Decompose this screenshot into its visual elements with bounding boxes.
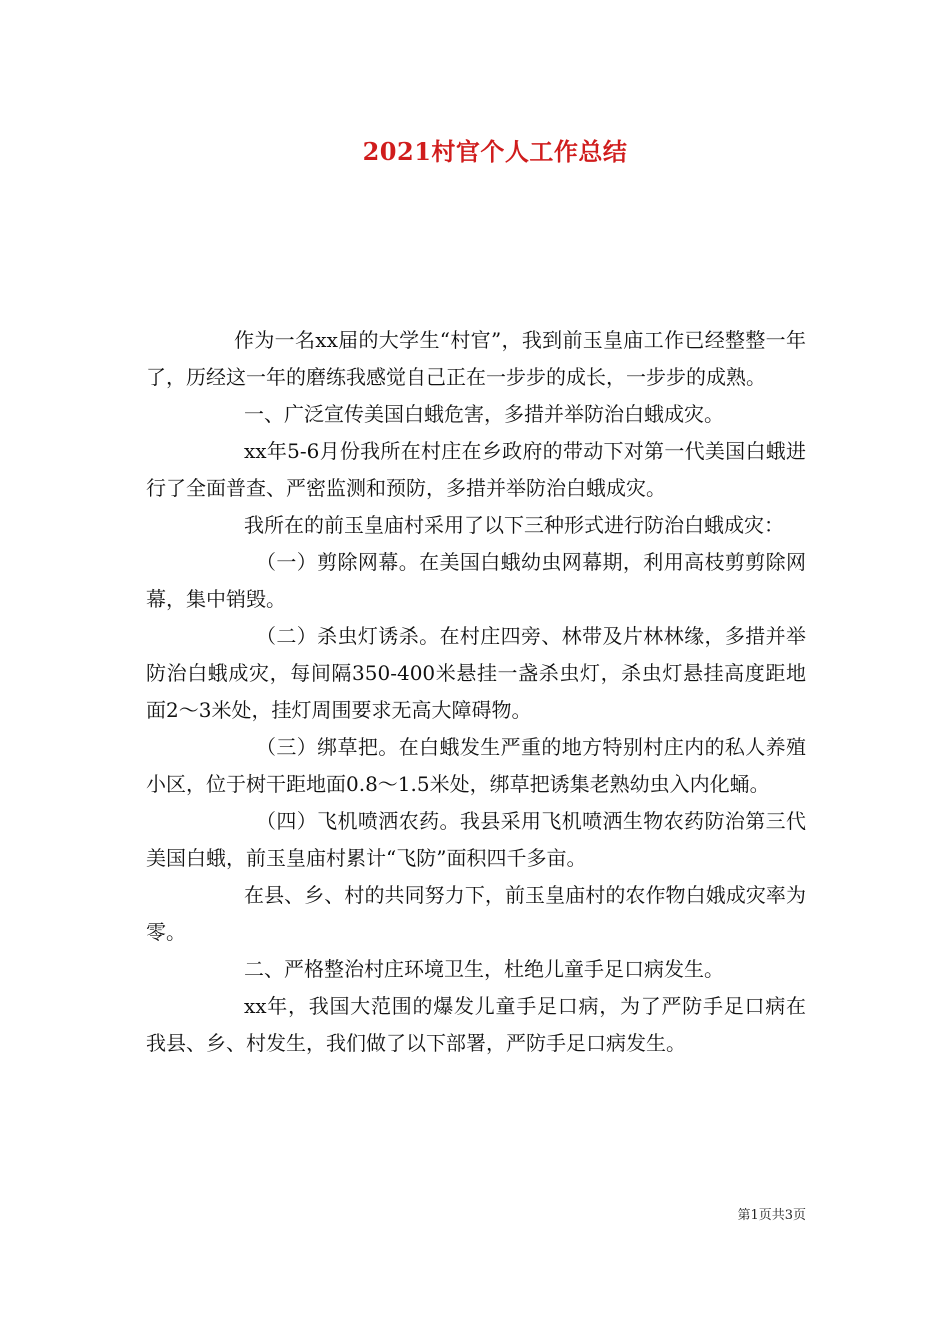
paragraph: 在县、乡、村的共同努力下，前玉皇庙村的农作物白娥成灾率为零。 xyxy=(146,883,806,944)
list-item: （四）飞机喷洒农药。我县采用飞机喷洒生物农药防治第三代美国白蛾，前玉皇庙村累计“飞防”面积四千多亩。 xyxy=(146,809,806,870)
document-title: 2021村官个人工作总结 xyxy=(362,137,628,166)
paragraph: xx年，我国大范围的爆发儿童手足口病，为了严防手足口病在我县、乡、村发生，我们做了以下部署，严防手足口病发生。 xyxy=(146,994,806,1055)
document-body xyxy=(146,322,806,1062)
page-number: 第1页共3页 xyxy=(737,1208,806,1223)
section-heading-2: 二、严格整治村庄环境卫生，杜绝儿童手足口病发生。 xyxy=(244,957,724,981)
paragraph: xx年5-6月份我所在村庄在乡政府的带动下对第一代美国白蛾进行了全面普查、严密监测和预防，多措并举防治白蛾成灾。 xyxy=(146,439,806,500)
list-item: （一）剪除网幕。在美国白蛾幼虫网幕期，利用高枝剪剪除网幕，集中销毁。 xyxy=(146,550,806,611)
paragraph: 我所在的前玉皇庙村采用了以下三种形式进行防治白蛾成灾： xyxy=(244,513,784,537)
paragraph-intro: 作为一名xx届的大学生“村官”，我到前玉皇庙工作已经整整一年了，历经这一年的磨练我感觉自己正在一步步的成长，一步步的成熟。 xyxy=(146,328,806,389)
section-heading-1: 一、广泛宣传美国白蛾危害，多措并举防治白蛾成灾。 xyxy=(244,402,724,426)
list-item: （三）绑草把。在白蛾发生严重的地方特别村庄内的私人养殖小区，位于树干距地面0.8～1.5米处，绑草把诱集老熟幼虫入内化蛹。 xyxy=(146,735,806,796)
list-item: （二）杀虫灯诱杀。在村庄四旁、林带及片林林缘，多措并举防治白蛾成灾，每间隔350-400米悬挂一盏杀虫灯，杀虫灯悬挂高度距地面2～3米处，挂灯周围要求无高大障碍物。 xyxy=(146,624,806,722)
